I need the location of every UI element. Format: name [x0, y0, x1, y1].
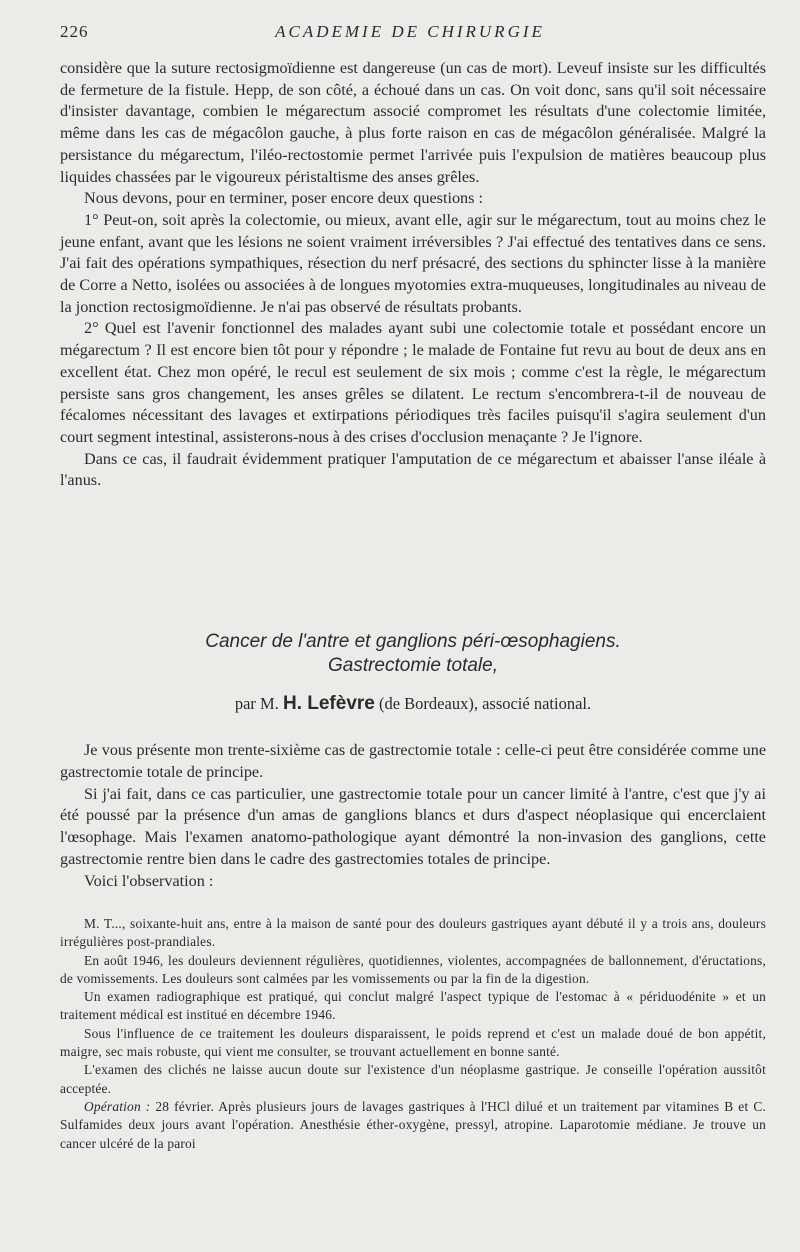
page-header [60, 22, 760, 46]
observation-paragraph: Un examen radiographique est pratiqué, qui conclut malgré l'aspect typique de l'estomac à « périduodénite » et un traitement médical est institué en décembre 1946. [60, 989, 766, 1023]
continued-discussion-text [60, 58, 766, 492]
byline-suffix: (de Bordeaux), associé national. [378, 694, 592, 713]
paragraph: Si j'ai fait, dans ce cas particulier, une gastrectomie totale pour un cancer limité à l'antre, c'est que j'y ai été poussé par la présence d'un amas de ganglions blancs et durs d'aspect néoplasique qui encerclaient l'œsophage. Mais l'examen anatomo-pathologique ayant démontré la non-invasion des ganglions, cette gastrectomie rentre bien dans le cadre des gastrectomies totales de principe. [60, 784, 766, 868]
author-name: H. Lefèvre [282, 693, 375, 714]
paragraph: considère que la suture rectosigmoïdienne est dangereuse (un cas de mort). Leveuf insiste sur les difficultés de fermeture de la fistule. Hepp, de son côté, a échoué dans un cas. On voit donc, sans qu'il soit nécessaire d'insister davantage, combien le mégarectum associé compromet les résultats d'une colectomie limitée, même dans les cas de mégacôlon gauche, à plus forte raison en cas de mégacôlon généralisée. Malgré la persistance du mégarectum, l'iléo-rectostomie permet l'arrivée puis l'expulsion de matières beaucoup plus liquides chassées par le vigoureux péristaltisme des anses grêles. [60, 59, 766, 186]
paragraph: Nous devons, pour en terminer, poser encore deux questions : [84, 189, 483, 208]
article-title-line-2: Gastrectomie totale, [327, 655, 499, 676]
observation-paragraph: M. T..., soixante-huit ans, entre à la maison de santé pour des douleurs gastriques ayant débuté il y a trois ans, douleurs irrégulières post-prandiales. [60, 916, 766, 950]
case-observation [60, 915, 766, 1153]
article-body [60, 740, 766, 893]
paragraph: Dans ce cas, il faudrait évidemment pratiquer l'amputation de ce mégarectum et abaisser l'anse iléale à l'anus. [60, 449, 766, 490]
observation-paragraph: En août 1946, les douleurs deviennent régulières, quotidiennes, violentes, accompagnées de ballonnement, d'éructations, de vomissements. Les douleurs sont calmées par les vomissements ou par la fin de la digestion. [60, 952, 766, 986]
running-title: ACADEMIE DE CHIRURGIE [275, 22, 545, 41]
paragraph: 2° Quel est l'avenir fonctionnel des malades ayant subi une colectomie totale et possédant encore un mégarectum ? Il est encore bien tôt pour y répondre ; le malade de Fontaine fut revu au bout de deux ans en excellent état. Chez mon opéré, le recul est seulement de six mois ; comme c'est la règle, le mégarectum persiste sans gros changement, les anses grêles se dilatent. Le rectum s'encombrera-t-il de nouveau de fécalomes nécessitant des lavages et extirpations périodiques très faciles puisqu'il s'agira seulement d'un court segment intestinal, assisterons-nous à des crises d'occlusion menaçante ? Je l'ignore. [60, 319, 766, 446]
operation-text: 28 février. Après plusieurs jours de lavages gastriques à l'HCl dilué et un traitement par vitamines B et C. Sulfamides deux jours avant l'opération. Anesthésie éther-oxygène, pressyl, atropine. Laparotomie médiane. Je trouve un cancer ulcéré de la paroi [60, 1098, 766, 1151]
observation-paragraph: Sous l'influence de ce traitement les douleurs disparaissent, le poids reprend et c'est un malade doué de bon appétit, maigre, sec mais robuste, qui vient me consulter, se trouvant actuellement en bonne santé. [60, 1025, 766, 1060]
byline [60, 693, 766, 715]
paragraph: Je vous présente mon trente-sixième cas de gastrectomie totale : celle-ci peut être considérée comme une gastrectomie totale de principe. [60, 741, 766, 781]
paragraph: 1° Peut-on, soit après la colectomie, ou mieux, avant elle, agir sur le mégarectum, tout au moins chez le jeune enfant, avant que les lésions ne soient vraiment irréversibles ? J'ai effectué des tentatives dans ce sens. J'ai fait des opérations sympathiques, résection du nerf présacré, des sections du sphincter lisse à la manière de Corre a Netto, isolées ou associées à de longues myotomies extra-muqueuses, longitudinales au niveau de la jonction rectosigmoïdienne. Je n'ai pas observé de résultats probants. [60, 210, 766, 316]
operation-label: Opération : [84, 1098, 151, 1114]
observation-paragraph: L'examen des clichés ne laisse aucun doute sur l'existence d'un néoplasme gastrique. Je conseille l'opération aussitôt acceptée. [60, 1062, 766, 1096]
paragraph: Voici l'observation : [84, 871, 214, 890]
operation-paragraph [60, 1098, 766, 1153]
byline-prefix: par M. [234, 694, 279, 713]
article-title-line-1: Cancer de l'antre et ganglions péri-œsophagiens. [205, 631, 621, 652]
article-heading [60, 630, 766, 715]
page-number: 226 [60, 22, 89, 41]
